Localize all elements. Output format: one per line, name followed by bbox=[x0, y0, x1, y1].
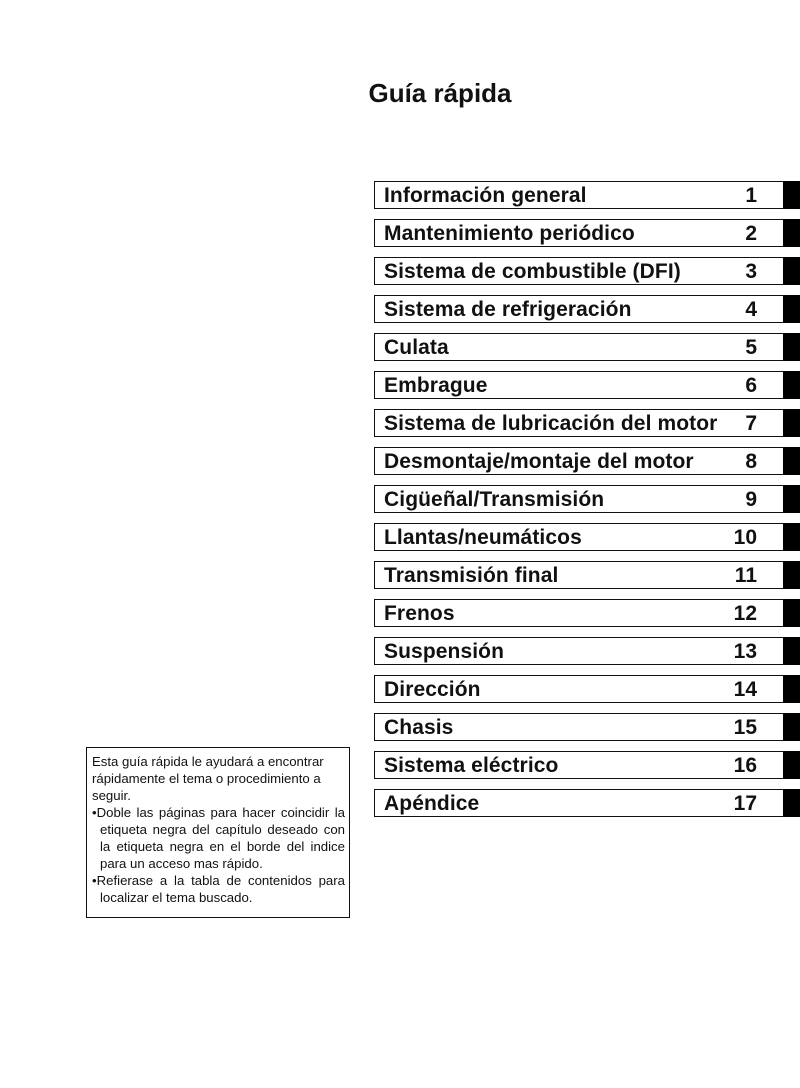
black-tab-marker bbox=[783, 219, 800, 247]
toc-item-number: 5 bbox=[745, 336, 757, 359]
toc-item-number: 8 bbox=[745, 450, 757, 473]
black-tab-marker bbox=[783, 181, 800, 209]
toc-item-box bbox=[374, 181, 784, 209]
toc-item-label: Culata bbox=[384, 336, 449, 359]
guide-bullet-fold-pages: •Doble las páginas para hacer coincidir la etiqueta negra del capítulo deseado con la etiqueta negra en el borde del indice para un acceso mas rápido. bbox=[92, 805, 345, 871]
toc-item-box bbox=[374, 409, 784, 437]
toc-item-number: 10 bbox=[733, 526, 757, 549]
toc-item-label: Suspensión bbox=[384, 640, 505, 663]
toc-item-number: 12 bbox=[733, 602, 757, 625]
toc-item-chasis[interactable] bbox=[374, 713, 800, 741]
toc-item-sistema-refrigeracion[interactable] bbox=[374, 295, 800, 323]
black-tab-marker bbox=[783, 523, 800, 551]
toc-item-label: Sistema de refrigeración bbox=[384, 298, 632, 321]
toc-item-number: 16 bbox=[733, 754, 757, 777]
toc-item-number: 14 bbox=[733, 678, 757, 701]
toc-item-box bbox=[374, 523, 784, 551]
toc-item-number: 17 bbox=[733, 792, 757, 815]
toc-item-number: 1 bbox=[745, 184, 757, 207]
toc-item-box bbox=[374, 561, 784, 589]
toc-item-number: 3 bbox=[745, 260, 757, 283]
toc-item-label: Transmisión final bbox=[384, 564, 559, 587]
toc-item-number: 11 bbox=[734, 564, 757, 587]
toc-item-number: 4 bbox=[745, 298, 757, 321]
toc-item-label: Sistema de combustible (DFI) bbox=[384, 260, 681, 283]
toc-item-box bbox=[374, 599, 784, 627]
black-tab-marker bbox=[783, 561, 800, 589]
toc-item-label: Cigüeñal/Transmisión bbox=[384, 488, 605, 511]
toc-item-box bbox=[374, 485, 784, 513]
toc-item-number: 15 bbox=[733, 716, 757, 739]
toc-item-number: 9 bbox=[745, 488, 757, 511]
page-title: Guía rápida bbox=[368, 78, 512, 108]
toc-item-box bbox=[374, 295, 784, 323]
toc-item-lubricacion-motor[interactable] bbox=[374, 409, 800, 437]
toc-item-mantenimiento-periodico[interactable] bbox=[374, 219, 800, 247]
toc-item-ciguenal-transmision[interactable] bbox=[374, 485, 800, 513]
toc-item-number: 13 bbox=[733, 640, 757, 663]
black-tab-marker bbox=[783, 485, 800, 513]
toc-item-label: Apéndice bbox=[384, 792, 480, 815]
toc-item-informacion-general[interactable] bbox=[374, 181, 800, 209]
toc-item-label: Llantas/neumáticos bbox=[384, 526, 582, 549]
black-tab-marker bbox=[783, 599, 800, 627]
black-tab-marker bbox=[783, 333, 800, 361]
black-tab-marker bbox=[783, 789, 800, 817]
guide-bullet-contents: •Refierase a la tabla de contenidos para localizar el tema buscado. bbox=[92, 873, 345, 905]
toc-item-box bbox=[374, 675, 784, 703]
toc-item-apendice[interactable] bbox=[374, 789, 800, 817]
toc-item-box bbox=[374, 333, 784, 361]
toc-item-label: Mantenimiento periódico bbox=[384, 222, 635, 245]
toc-item-number: 7 bbox=[745, 412, 757, 435]
toc-item-label: Sistema de lubricación del motor bbox=[384, 412, 718, 435]
toc-item-label: Chasis bbox=[384, 716, 454, 739]
toc-item-frenos[interactable] bbox=[374, 599, 800, 627]
toc-item-box bbox=[374, 789, 784, 817]
quick-guide-index bbox=[374, 181, 800, 827]
toc-item-label: Dirección bbox=[384, 678, 481, 701]
black-tab-marker bbox=[783, 371, 800, 399]
guide-instructions-box bbox=[86, 747, 350, 918]
toc-item-desmontaje-motor[interactable] bbox=[374, 447, 800, 475]
guide-intro-text: Esta guía rápida le ayudará a encontrar rápidamente el tema o procedimiento a seguir. bbox=[92, 754, 324, 803]
toc-item-sistema-combustible[interactable] bbox=[374, 257, 800, 285]
toc-item-box bbox=[374, 637, 784, 665]
black-tab-marker bbox=[783, 713, 800, 741]
toc-item-suspension[interactable] bbox=[374, 637, 800, 665]
toc-item-box bbox=[374, 371, 784, 399]
toc-item-label: Frenos bbox=[384, 602, 455, 625]
black-tab-marker bbox=[783, 675, 800, 703]
toc-item-label: Sistema eléctrico bbox=[384, 754, 559, 777]
toc-item-sistema-electrico[interactable] bbox=[374, 751, 800, 779]
toc-item-number: 2 bbox=[745, 222, 757, 245]
black-tab-marker bbox=[783, 409, 800, 437]
black-tab-marker bbox=[783, 447, 800, 475]
black-tab-marker bbox=[783, 751, 800, 779]
toc-item-box bbox=[374, 751, 784, 779]
toc-item-llantas-neumaticos[interactable] bbox=[374, 523, 800, 551]
toc-item-label: Desmontaje/montaje del motor bbox=[384, 450, 694, 473]
toc-item-box bbox=[374, 219, 784, 247]
toc-item-embrague[interactable] bbox=[374, 371, 800, 399]
toc-item-label: Información general bbox=[384, 184, 587, 207]
toc-item-label: Embrague bbox=[384, 374, 488, 397]
toc-item-number: 6 bbox=[745, 374, 757, 397]
toc-item-box bbox=[374, 447, 784, 475]
toc-item-box bbox=[374, 257, 784, 285]
black-tab-marker bbox=[783, 637, 800, 665]
toc-item-direccion[interactable] bbox=[374, 675, 800, 703]
black-tab-marker bbox=[783, 295, 800, 323]
toc-item-transmision-final[interactable] bbox=[374, 561, 800, 589]
black-tab-marker bbox=[783, 257, 800, 285]
toc-item-box bbox=[374, 713, 784, 741]
toc-item-culata[interactable] bbox=[374, 333, 800, 361]
